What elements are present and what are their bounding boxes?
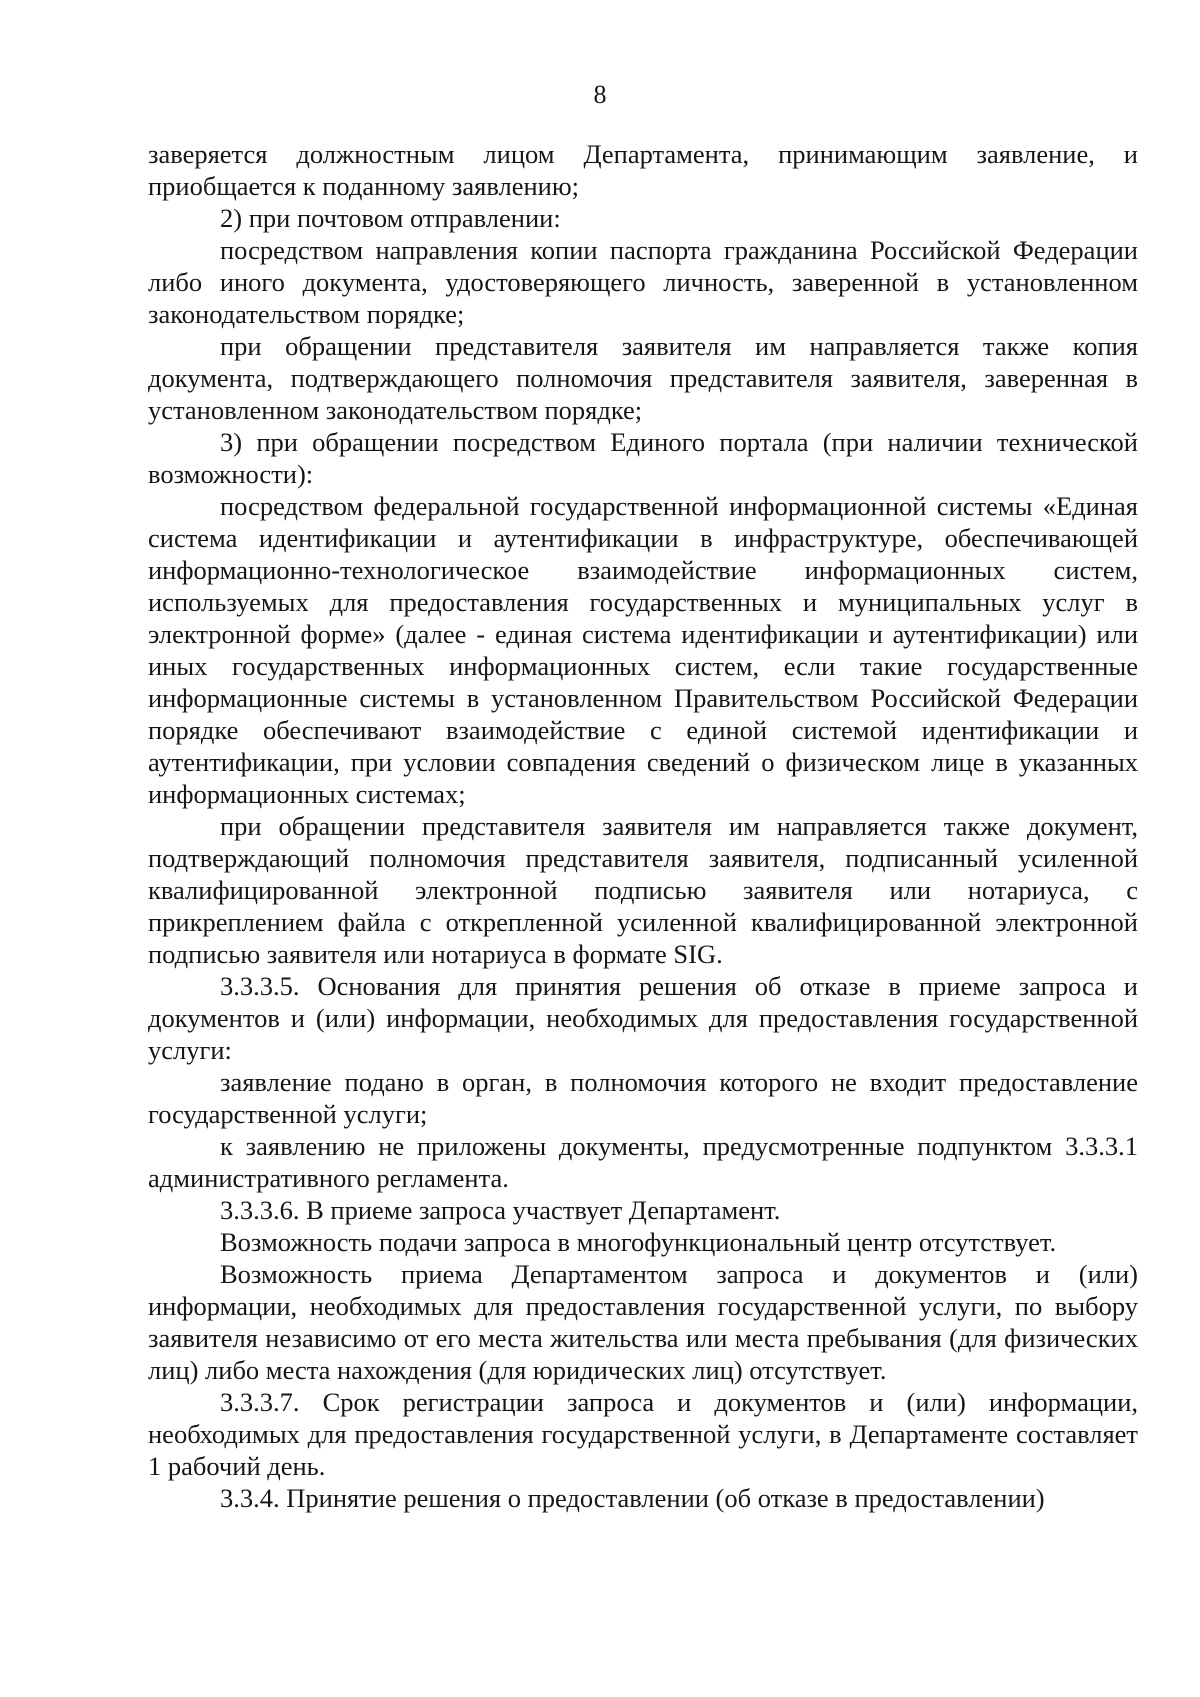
paragraph: 3) при обращении посредством Единого портала (при наличии технической возможности): [148,427,1138,489]
document-body [148,138,1138,1514]
paragraph: при обращении представителя заявителя им направляется также документ, подтверждающий полномочия представителя заявителя, подписанный усиленной квалифицированной электронной подписью заявителя или нотариуса, с прикреплением файла с открепленной усиленной квалифицированной электронной подписью заявителя или нотариуса в формате SIG. [148,811,1138,969]
paragraph: 2) при почтовом отправлении: [220,203,561,233]
paragraph: 3.3.4. Принятие решения о предоставлении (об отказе в предоставлении) [220,1483,1045,1513]
page-number: 8 [593,80,607,109]
paragraph: 3.3.3.7. Срок регистрации запроса и документов и (или) информации, необходимых для предоставления государственной услуги, в Департаменте составляет 1 рабочий день. [148,1387,1138,1481]
paragraph: посредством направления копии паспорта гражданина Российской Федерации либо иного документа, удостоверяющего личность, заверенной в установленном законодательством порядке; [148,235,1138,329]
paragraph: посредством федеральной государственной информационной системы «Единая система идентификации и аутентификации в инфраструктуре, обеспечивающей информационно-технологическое взаимодействие информационных систем, используемых для предоставления государственных и муниципальных услуг в электронной форме» (далее - единая система идентификации и аутентификации) или иных государственных информационных систем, если такие государственные информационные системы в установленном Правительством Российской Федерации порядке обеспечивают взаимодействие с единой системой идентификации и аутентификации, при условии совпадения сведений о физическом лице в указанных информационных системах; [148,491,1138,809]
paragraph: заверяется должностным лицом Департамента, принимающим заявление, и приобщается к поданному заявлению; [148,139,1138,201]
paragraph: Возможность подачи запроса в многофункциональный центр отсутствует. [220,1227,1057,1257]
paragraph: 3.3.3.6. В приеме запроса участвует Департамент. [220,1195,781,1225]
paragraph: Возможность приема Департаментом запроса и документов и (или) информации, необходимых для предоставления государственной услуги, по выбору заявителя независимо от его места жительства или места пребывания (для физических лиц) либо места нахождения (для юридических лиц) отсутствует. [148,1259,1138,1385]
paragraph: к заявлению не приложены документы, предусмотренные подпунктом 3.3.3.1 административного регламента. [148,1131,1138,1193]
paragraph: заявление подано в орган, в полномочия которого не входит предоставление государственной услуги; [148,1067,1138,1129]
paragraph: при обращении представителя заявителя им направляется также копия документа, подтверждающего полномочия представителя заявителя, заверенная в установленном законодательством порядке; [148,331,1138,425]
paragraph: 3.3.3.5. Основания для принятия решения об отказе в приеме запроса и документов и (или) информации, необходимых для предоставления государственной услуги: [148,971,1138,1065]
